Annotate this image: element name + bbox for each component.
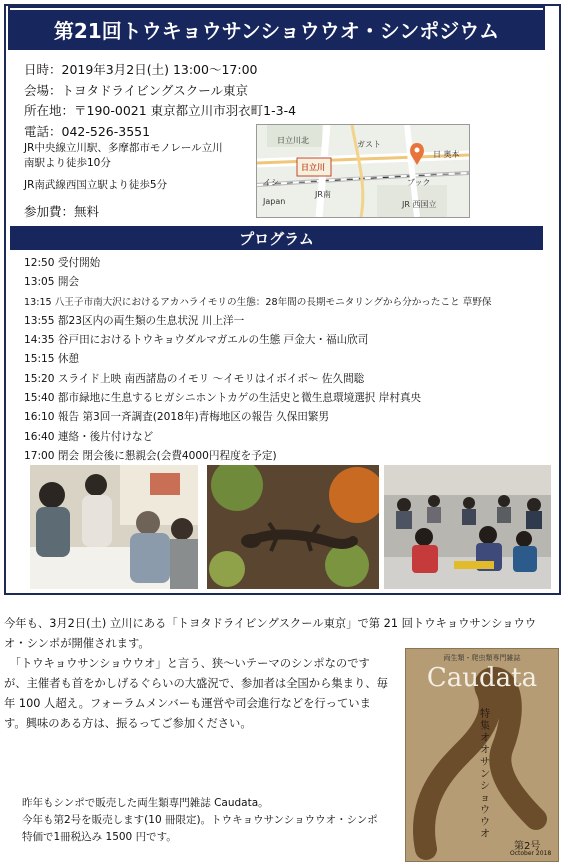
program-item: 14:35 谷戸田におけるトウキョウダルマガエルの生態 戸金大・福山欣司 — [24, 334, 369, 347]
program-heading: プログラム — [10, 226, 543, 250]
program-item: 13:55 都23区内の両生類の生息状況 川上洋一 — [24, 314, 245, 327]
program-item: 15:15 休憩 — [24, 353, 80, 366]
magazine-paragraph-1: 昨年もシンポで販売した両生類専門雑誌 Caudata。 — [22, 797, 269, 809]
event-date: 日時：2019年3月2日(土) 13:00～17:00 — [24, 62, 258, 77]
event-address: 所在地：〒190-0021 東京都立川市羽衣町1-3-4 — [24, 103, 297, 118]
access-route-1: JR中央線立川駅、多摩都市モノレール立川南駅より徒歩10分 — [24, 142, 223, 169]
map-label: ガスト — [357, 140, 381, 149]
program-item: 17:00 閉会 閉会後に懇親会(会費4000円程度を予定) — [24, 449, 277, 462]
program-item: 15:20 スライド上映 南西諸島のイモリ ～イモリはイボイボ～ 佐久間聡 — [24, 372, 365, 385]
program-list — [24, 254, 549, 466]
access-route-2: JR南武線西国立駅より徒歩5分 — [24, 179, 168, 191]
magazine-cover — [405, 648, 559, 862]
magazine-paragraph-2: 今年も第2号を販売します(10 冊限定)。トウキョウサンショウウオ・シンポ特価で1冊税込み 1500 円です。 — [22, 814, 378, 843]
event-title: 第21回トウキョウサンショウウオ・シンポジウム — [10, 8, 543, 48]
map-label: Japan — [263, 197, 286, 206]
photo-salamander — [207, 465, 379, 589]
program-item: 13:15 八王子市南大沢におけるアカハライモリの生態：28年間の長期モニタリングから分かったこと 草野保 — [24, 296, 492, 308]
magazine-issue: 第2号 — [514, 841, 541, 852]
program-item: 16:10 報告 第3回一斉調査(2018年)青梅地区の報告 久保田繁男 — [24, 411, 330, 424]
event-venue: 会場：トヨタドライビングスクール東京 — [24, 83, 249, 98]
magazine-masthead: Caudata — [426, 663, 538, 693]
map-label: イシ — [263, 178, 279, 187]
map-label: 日 奥本 — [433, 150, 460, 159]
program-item: 12:50 受付開始 — [24, 257, 101, 269]
entry-fee: 参加費：無料 — [24, 204, 100, 219]
photo-audience — [384, 465, 551, 589]
intro-paragraph-1: 今年も、3月2日(土) 立川にある「トヨタドライビングスクール東京」で第 21 回トウキョウサンショウウオ・シンポが開催されます。 — [4, 617, 537, 650]
map-label: JR南 — [315, 190, 331, 199]
magazine-issue-date: October 2018 — [510, 850, 552, 857]
event-phone: 電話：042-526-3551 — [24, 124, 151, 139]
map-label: ブック — [407, 178, 431, 187]
map-label: 日立川 — [301, 163, 325, 172]
map-label: 日立川北 — [277, 136, 309, 145]
intro-paragraph-2: 「トウキョウサンショウウオ」と言う、狭～いテーマのシンポなのですが、主催者も首をかしげるぐらいの大盛況で、参加者は全国から集まり、毎年 100 人超え。フォーラムメンバーも運営や司会進行などを行っています。興味のある方は、振るってご参加ください。 — [4, 657, 388, 730]
magazine-feature: 特集 オオサンショウウオ — [480, 709, 490, 840]
venue-map[interactable] — [256, 124, 470, 218]
map-label: JR 西国立 — [402, 200, 437, 209]
magazine-text — [22, 795, 382, 846]
program-item: 16:40 連絡・後片付けなど — [24, 430, 154, 443]
program-item: 13:05 開会 — [24, 276, 80, 289]
magazine-masthead-small: 両生類・爬虫類専門雑誌 — [443, 654, 521, 662]
photo-symposium-group — [30, 465, 198, 589]
program-item: 15:40 都市緑地に生息するヒガシニホントカゲの生活史と微生息環境選択 岸村真央 — [24, 392, 422, 405]
